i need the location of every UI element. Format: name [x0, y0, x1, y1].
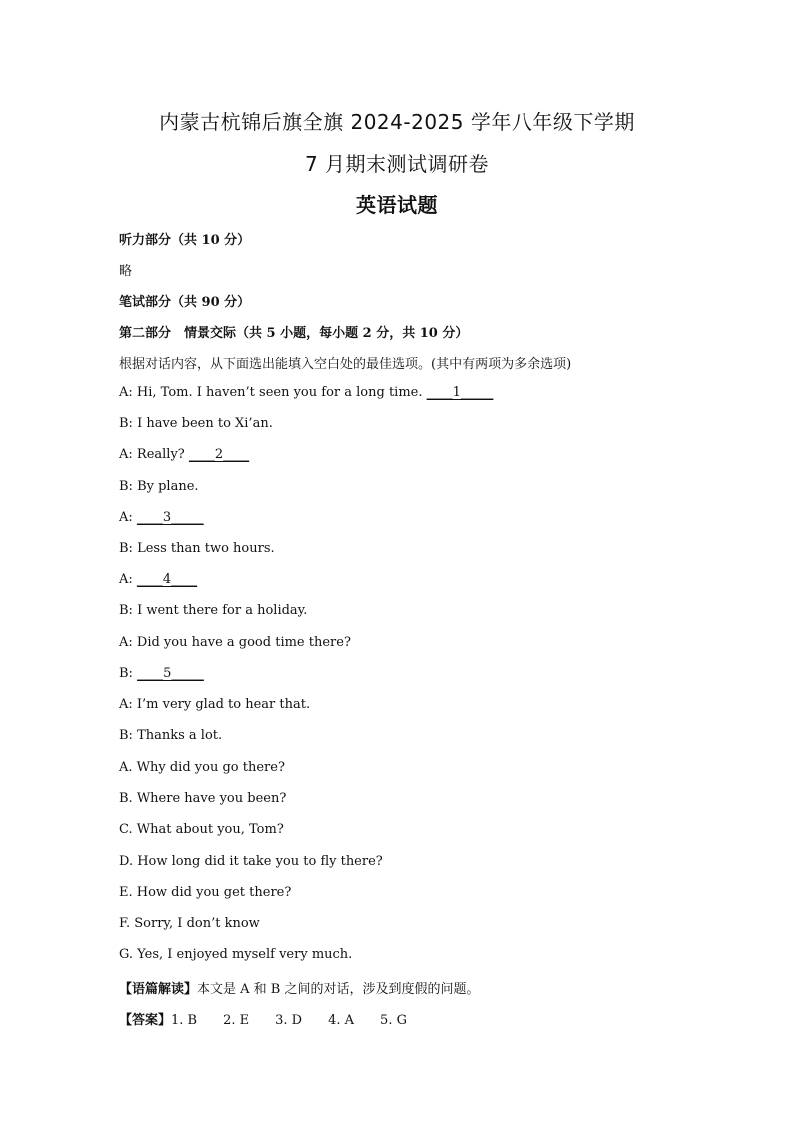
- answer-blank[interactable]: ____1_____: [426, 385, 494, 400]
- dialogue-text: A:: [119, 572, 137, 588]
- dialogue-line: [119, 541, 275, 556]
- listening-heading: 听力部分（共 10 分）: [119, 233, 251, 248]
- analysis-line: [119, 978, 480, 997]
- answer-blank[interactable]: ____3_____: [136, 509, 204, 525]
- dialogue-line: [119, 635, 351, 650]
- dialogue-line: [119, 385, 493, 400]
- written-heading: 笔试部分（共 90 分）: [119, 295, 251, 310]
- dialogue-text: B: I have been to Xi’an.: [119, 416, 273, 432]
- answer-item: 2. E: [223, 1013, 250, 1028]
- dialogue-text: B: I went there for a holiday.: [119, 603, 308, 619]
- dialogue-line: [119, 447, 249, 462]
- analysis-text: 本文是 A 和 B 之间的对话，涉及到度假的问题。: [197, 982, 480, 997]
- option-item: A. Why did you go there?: [119, 760, 285, 775]
- dialogue-text: B: Thanks a lot.: [119, 728, 223, 744]
- dialogue-line: [119, 572, 197, 587]
- answer-blank[interactable]: ____5_____: [137, 665, 204, 681]
- dialogue-line: [119, 510, 204, 525]
- dialogue-line: [119, 666, 204, 681]
- dialogue-line: [119, 416, 273, 431]
- section-instruction: 根据对话内容，从下面选出能填入空白处的最佳选项。(其中有两项为多余选项): [119, 357, 572, 372]
- dialogue-line: [119, 697, 310, 712]
- answer-item: 4. A: [328, 1013, 355, 1028]
- dialogue-text: A: I’m very glad to hear that.: [119, 697, 311, 712]
- dialogue-line: [119, 603, 307, 618]
- document-subject-title: 英语试题: [356, 193, 438, 217]
- section-heading: 第二部分 情景交际（共 5 小题，每小题 2 分，共 10 分）: [119, 326, 469, 341]
- dialogue-text: A:: [119, 509, 137, 525]
- dialogue-line: [119, 479, 199, 494]
- document-title-line-2: 7 月期末测试调研卷: [304, 152, 490, 176]
- dialogue-text: A: Really?: [119, 447, 189, 463]
- answer-line: [119, 1009, 407, 1028]
- dialogue-text: B:: [119, 665, 138, 681]
- answer-blank[interactable]: ____2____: [188, 447, 250, 463]
- listening-note: 略: [119, 264, 133, 279]
- dialogue-text: A: Did you have a good time there?: [119, 634, 351, 650]
- answer-item: 1. B: [171, 1013, 198, 1028]
- analysis-label: 【语篇解读】: [119, 982, 198, 997]
- document-title-line-1: 内蒙古杭锦后旗全旗 2024-2025 学年八年级下学期: [159, 110, 635, 134]
- option-item: G. Yes, I enjoyed myself very much.: [119, 947, 353, 963]
- option-item: F. Sorry, I don’t know: [119, 916, 260, 931]
- dialogue-text: B: By plane.: [119, 478, 199, 494]
- dialogue-text: B: Less than two hours.: [119, 541, 275, 556]
- option-item: E. How did you get there?: [119, 884, 292, 900]
- answer-item: 3. D: [275, 1013, 303, 1028]
- dialogue-text: A: Hi, Tom. I haven’t seen you for a long time.: [119, 385, 427, 400]
- answer-label: 【答案】: [119, 1013, 172, 1028]
- answer-item: 5. G: [380, 1013, 407, 1028]
- answer-blank[interactable]: ____4____: [136, 572, 198, 588]
- option-item: C. What about you, Tom?: [119, 822, 284, 838]
- option-item: B. Where have you been?: [119, 791, 287, 807]
- dialogue-line: [119, 728, 222, 743]
- option-item: D. How long did it take you to fly there?: [119, 853, 383, 869]
